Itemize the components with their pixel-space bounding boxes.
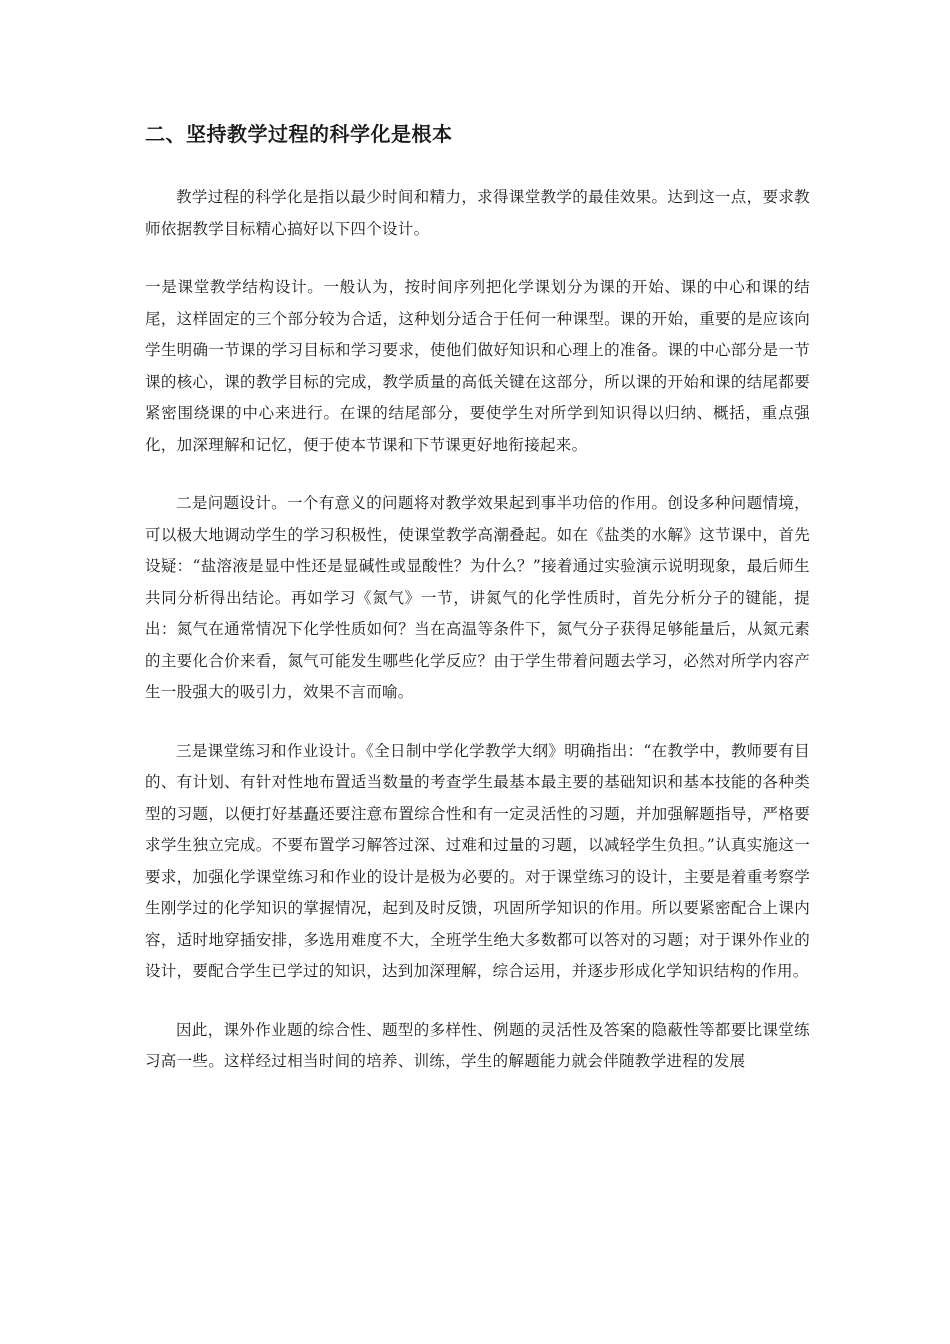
section-heading: 二、坚持教学过程的科学化是根本 [145,122,453,146]
paragraph-structure-design: 一是课堂教学结构设计。一般认为，按时间序列把化学课划分为课的开始、课的中心和课的结尾，这样固定的三个部分较为合适，这种划分适合于任何一种课型。课的开始，重要的是应该向学生明确一节课的学习目标和学习要求，使他们做好知识和心理上的准备。课的中心部分是一节课的核心，课的教学目标的完成，教学质量的高低关键在这部分，所以课的开始和课的结尾都要紧密围绕课的中心来进行。在课的结尾部分，要使学生对所学到知识得以归纳、概括，重点强化，加深理解和记忆，便于使本节课和下节课更好地衔接起来。 [145,278,810,454]
paragraph-question-design: 二是问题设计。一个有意义的问题将对教学效果起到事半功倍的作用。创设多种问题情境，可以极大地调动学生的学习积极性，使课堂教学高潮叠起。如在《盐类的水解》这节课中，首先设疑：“盐溶液是显中性还是显碱性或显酸性？为什么？”接着通过实验演示说明现象，最后师生共同分析得出结论。再如学习《氮气》一节，讲氮气的化学性质时，首先分析分子的键能，提出：氮气在通常情况下化学性质如何？当在高温等条件下，氮气分子获得足够能量后，从氮元素的主要化合价来看，氮气可能发生哪些化学反应？由于学生带着问题去学习，必然对所学内容产生一股强大的吸引力，效果不言而喻。 [145,494,810,701]
document-page [145,120,810,1105]
paragraph-conclusion: 因此，课外作业题的综合性、题型的多样性、例题的灵活性及答案的隐蔽性等都要比课堂练习高一些。这样经过相当时间的培养、训练，学生的解题能力就会伴随教学进程的发展 [145,1020,810,1070]
paragraph-exercise-design: 三是课堂练习和作业设计。《全日制中学化学教学大纲》明确指出：“在教学中，教师要有目的、有计划、有针对性地布置适当数量的考查学生最基本最主要的基础知识和基本技能的各种类型的习题，以便打好基矗还要注意布置综合性和有一定灵活性的习题，并加强解题指导，严格要求学生独立完成。不要布置学习解答过深、过难和过量的习题，以减轻学生负担。”认真实施这一要求，加强化学课堂练习和作业的设计是极为必要的。对于课堂练习的设计，主要是着重考察学生刚学过的化学知识的掌握情况，起到及时反馈，巩固所学知识的作用。所以要紧密配合上课内容，适时地穿插安排，多选用难度不大，全班学生绝大多数都可以答对的习题；对于课外作业的设计，要配合学生已学过的知识，达到加深理解，综合运用，并逐步形成化学知识结构的作用。 [145,741,810,980]
paragraph-intro: 教学过程的科学化是指以最少时间和精力，求得课堂教学的最佳效果。达到这一点，要求教师依据教学目标精心搞好以下四个设计。 [145,188,810,238]
